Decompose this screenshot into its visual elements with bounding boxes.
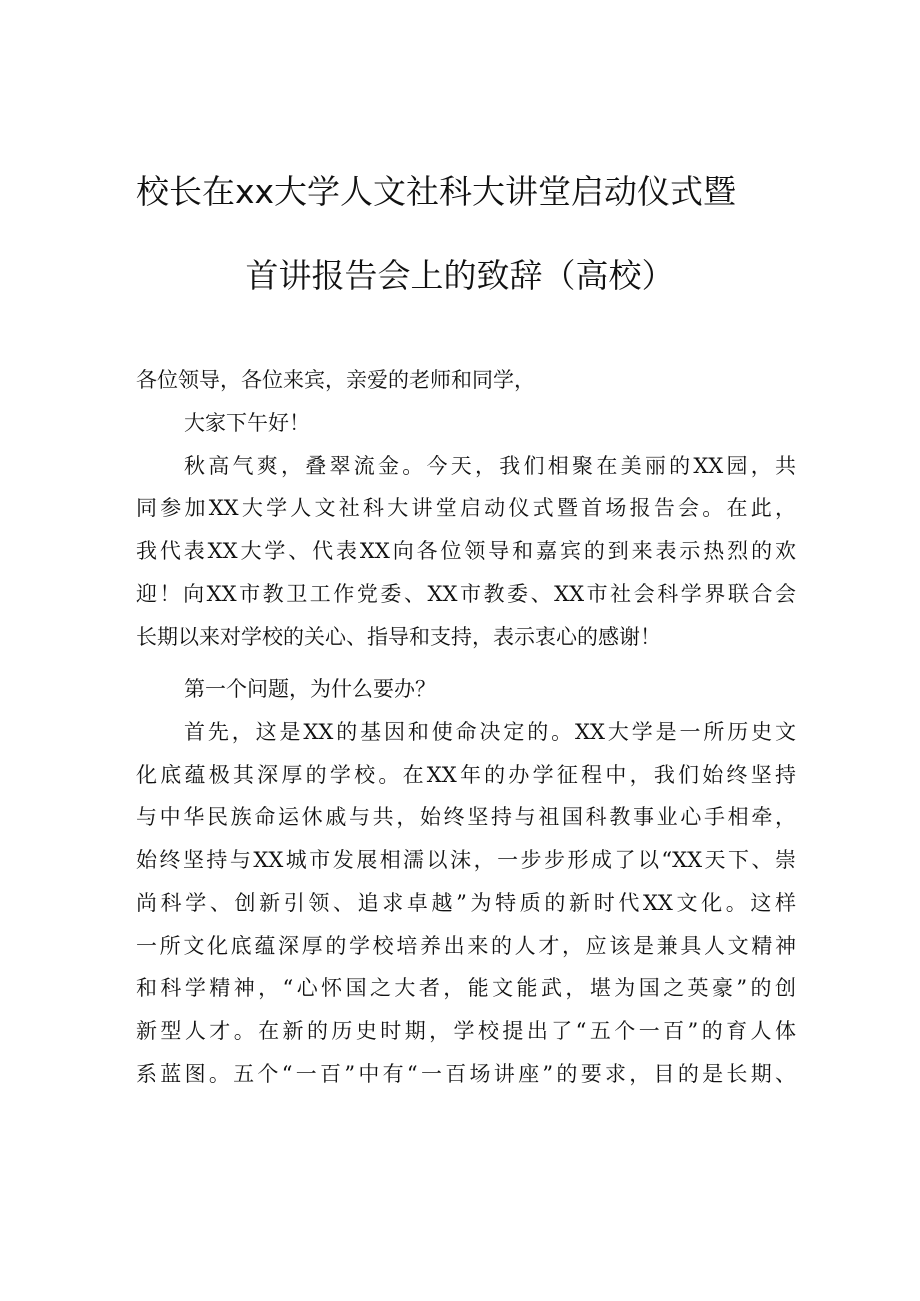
paragraph-2-line: 首先，这是XX的基因和使命决定的。XX大学是一所历史文 xyxy=(184,720,796,744)
document-title-line-1: 校长在xx大学人文社科大讲堂启动仪式暨 xyxy=(136,172,737,211)
paragraph-2-line: 与中华民族命运休戚与共，始终坚持与祖国科教事业心手相牵， xyxy=(136,805,796,829)
paragraph-2-line: 一所文化底蕴深厚的学校培养出来的人才，应该是兼具人文精神 xyxy=(136,934,796,958)
salutation: 各位领导，各位来宾，亲爱的老师和同学， xyxy=(136,368,535,392)
greeting: 大家下午好！ xyxy=(184,411,310,435)
section-heading: 第一个问题，为什么要办？ xyxy=(184,677,436,701)
paragraph-1-line: 长期以来对学校的关心、指导和支持，表示衷心的感谢！ xyxy=(136,625,661,649)
paragraph-1-line: 迎！向XX市教卫工作党委、XX市教委、XX市社会科学界联合会 xyxy=(136,582,796,606)
paragraph-1-line: 秋高气爽，叠翠流金。今天，我们相聚在美丽的XX园，共 xyxy=(184,454,796,478)
paragraph-2-line: 和科学精神，“心怀国之大者，能文能武，堪为国之英豪”的创 xyxy=(136,976,796,1000)
paragraph-1-line: 我代表XX大学、代表XX向各位领导和嘉宾的到来表示热烈的欢 xyxy=(136,539,796,563)
paragraph-2-line: 尚科学、创新引领、追求卓越”为特质的新时代XX文化。这样 xyxy=(136,891,796,915)
paragraph-1-line: 同参加XX大学人文社科大讲堂启动仪式暨首场报告会。在此， xyxy=(136,496,796,520)
paragraph-2-line: 系蓝图。五个“一百”中有“一百场讲座”的要求，目的是长期、 xyxy=(136,1062,796,1086)
paragraph-2-line: 新型人才。在新的历史时期，学校提出了“五个一百”的育人体 xyxy=(136,1019,796,1043)
paragraph-2-line: 化底蕴极其深厚的学校。在XX年的办学征程中，我们始终坚持 xyxy=(136,763,796,787)
document-title-line-2: 首讲报告会上的致辞（高校） xyxy=(245,256,675,295)
paragraph-2-line: 始终坚持与XX城市发展相濡以沫，一步步形成了以“XX天下、崇 xyxy=(136,848,796,872)
